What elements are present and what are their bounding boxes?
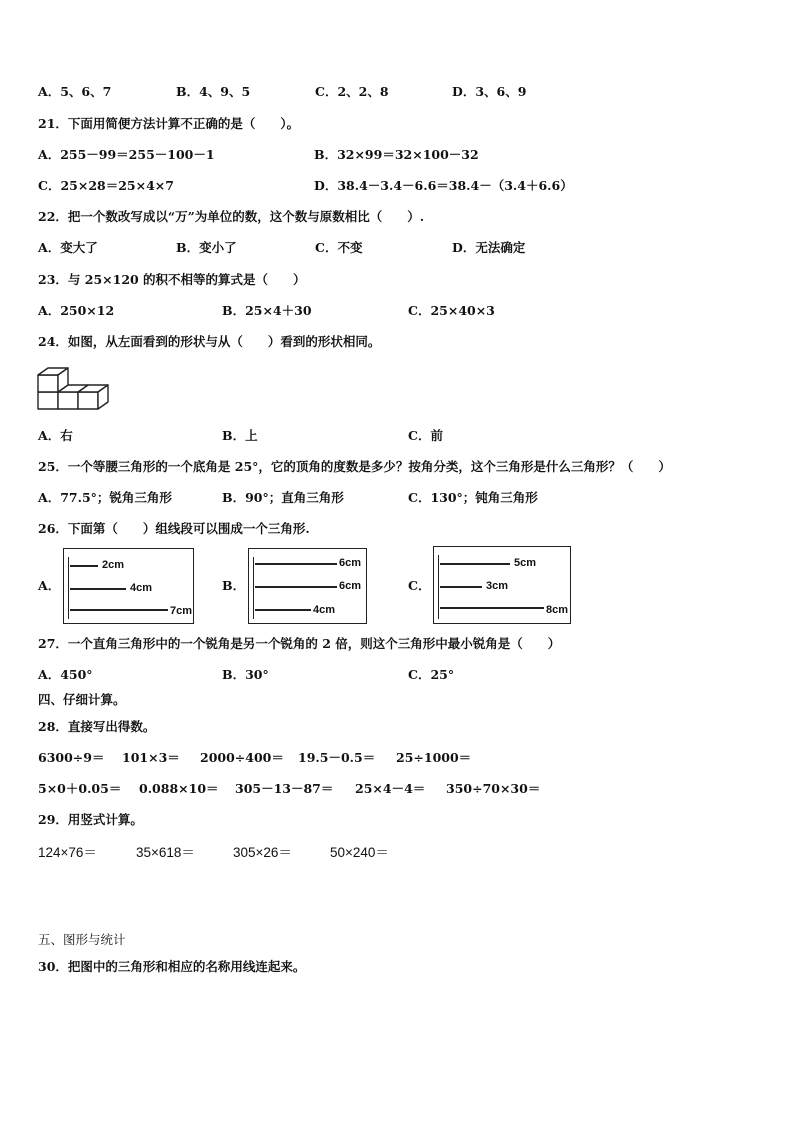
q20-option-c: C．2、2、8 <box>315 84 389 99</box>
q26-b-label-2: 6cm <box>339 580 362 592</box>
q26-c-label-1: 5cm <box>514 557 537 569</box>
q24-stem: 24．如图，从左面看到的形状与从（ ）看到的形状相同。 <box>38 334 381 349</box>
q25-option-a: A．77.5°；锐角三角形 <box>38 490 172 505</box>
q26-b-segment-3 <box>255 609 311 611</box>
q28-row1-item-4: 19.5－0.5＝ <box>298 750 376 765</box>
q28-row1-item-3: 2000÷400＝ <box>200 750 284 765</box>
q26-c-segment-3 <box>440 607 544 609</box>
q21-option-c: C．25×28＝25×4×7 <box>38 178 174 193</box>
q28-row2-item-2: 0.088×10＝ <box>139 781 219 796</box>
section-4-title: 四、仔细计算。 <box>38 692 126 707</box>
q27-option-a: A．450° <box>38 667 93 682</box>
q21-stem: 21．下面用简便方法计算不正确的是（ ）。 <box>38 116 300 131</box>
q26-option-a-letter: A． <box>38 578 61 593</box>
q29-item-3: 305×26＝ <box>233 845 292 860</box>
q25-option-c: C．130°；钝角三角形 <box>408 490 538 505</box>
q26-a-left-tick <box>68 557 69 619</box>
q26-a-label-1: 2cm <box>102 559 125 571</box>
q26-b-segment-1 <box>255 563 337 565</box>
q26-c-label-3: 8cm <box>546 604 569 616</box>
q28-row1-item-2: 101×3＝ <box>122 750 180 765</box>
q28-row2-item-4: 25×4－4＝ <box>355 781 426 796</box>
q21-option-d: D．38.4－3.4－6.6＝38.4－（3.4＋6.6） <box>314 178 573 193</box>
q26-a-segment-3 <box>70 609 168 611</box>
q23-option-b: B．25×4＋30 <box>222 303 312 318</box>
q20-option-d: D．3、6、9 <box>452 84 527 99</box>
q28-row2-item-3: 305－13－87＝ <box>235 781 334 796</box>
q28-row1-item-1: 6300÷9＝ <box>38 750 105 765</box>
q28-row2-item-1: 5×0＋0.05＝ <box>38 781 122 796</box>
q26-option-c-letter: C． <box>408 578 431 593</box>
q23-option-a: A．250×12 <box>38 303 115 318</box>
q26-option-b-box <box>248 548 367 624</box>
q25-option-b: B．90°；直角三角形 <box>222 490 344 505</box>
q30-stem: 30．把图中的三角形和相应的名称用线连起来。 <box>38 959 306 974</box>
q26-b-label-3: 4cm <box>313 604 336 616</box>
q20-option-b: B．4、9、5 <box>176 84 251 99</box>
q20-option-a: A．5、6、7 <box>38 84 112 99</box>
q24-option-b: B．上 <box>222 428 258 443</box>
q26-a-segment-2 <box>70 588 126 590</box>
q28-stem: 28．直接写出得数。 <box>38 719 156 734</box>
q28-row2-item-5: 350÷70×30＝ <box>446 781 541 796</box>
q24-option-c: C．前 <box>408 428 443 443</box>
q26-c-segment-2 <box>440 586 482 588</box>
q27-option-b: B．30° <box>222 667 269 682</box>
q22-option-c: C．不变 <box>315 240 363 255</box>
q23-option-c: C．25×40×3 <box>408 303 495 318</box>
q22-option-b: B．变小了 <box>176 240 237 255</box>
q21-option-a: A．255－99＝255－100－1 <box>38 147 215 162</box>
q21-option-b: B．32×99＝32×100－32 <box>314 147 479 162</box>
q29-item-1: 124×76＝ <box>38 845 97 860</box>
q29-stem: 29．用竖式计算。 <box>38 812 143 827</box>
q29-item-4: 50×240＝ <box>330 845 389 860</box>
q26-option-c-box <box>433 546 571 624</box>
cube-stack-figure <box>36 364 112 412</box>
section-5-title: 五、图形与统计 <box>38 932 126 947</box>
q26-option-a-box <box>63 548 194 624</box>
q29-item-2: 35×618＝ <box>136 845 195 860</box>
q26-option-b-letter: B． <box>222 578 246 593</box>
q28-row1-item-5: 25÷1000＝ <box>396 750 472 765</box>
q25-stem: 25．一个等腰三角形的一个底角是 25°，它的顶角的度数是多少？按角分类，这个三角形是什么三角形？（ ） <box>38 459 671 474</box>
q26-c-segment-1 <box>440 563 510 565</box>
q22-stem: 22．把一个数改写成以“万”为单位的数，这个数与原数相比（ ）. <box>38 209 425 224</box>
q26-a-label-3: 7cm <box>170 605 193 617</box>
q26-c-left-tick <box>438 555 439 619</box>
q26-stem: 26．下面第（ ）组线段可以围成一个三角形. <box>38 521 310 536</box>
q27-option-c: C．25° <box>408 667 455 682</box>
q24-option-a: A．右 <box>38 428 73 443</box>
q26-b-segment-2 <box>255 586 337 588</box>
q27-stem: 27．一个直角三角形中的一个锐角是另一个锐角的 2 倍，则这个三角形中最小锐角是（ ） <box>38 636 561 651</box>
q26-c-label-2: 3cm <box>486 580 509 592</box>
q22-option-d: D．无法确定 <box>452 240 526 255</box>
q26-a-label-2: 4cm <box>130 582 153 594</box>
q26-b-left-tick <box>253 557 254 619</box>
q23-stem: 23．与 25×120 的积不相等的算式是（ ） <box>38 272 306 287</box>
q22-option-a: A．变大了 <box>38 240 98 255</box>
q26-b-label-1: 6cm <box>339 557 362 569</box>
q26-a-segment-1 <box>70 565 98 567</box>
